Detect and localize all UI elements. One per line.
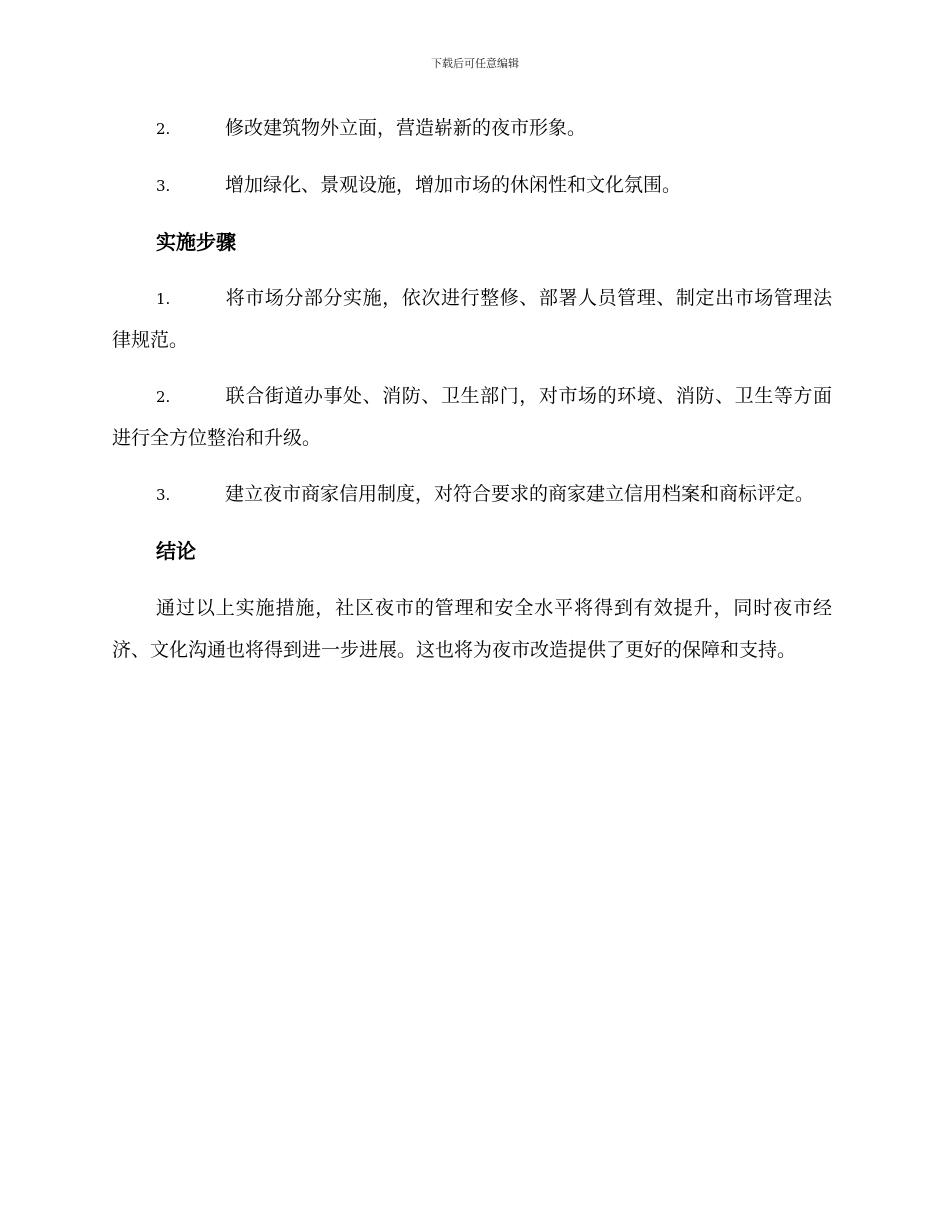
list-item	[112, 376, 832, 459]
conclusion-paragraph: 通过以上实施措施，社区夜市的管理和安全水平将得到有效提升，同时夜市经济、文化沟通也将得到进一步进展。这也将为夜市改造提供了更好的保障和支持。	[112, 597, 832, 661]
list-number: 1.	[156, 290, 171, 308]
list-item	[112, 474, 832, 516]
list-text: 将市场分部分实施，依次进行整修、部署人员管理、制定出市场管理法律规范。	[112, 287, 832, 351]
list-text: 增加绿化、景观设施，增加市场的休闲性和文化氛围。	[225, 174, 682, 196]
list-number: 3.	[156, 177, 171, 195]
list-number: 3.	[156, 486, 171, 504]
section-heading-steps: 实施步骤	[156, 230, 236, 254]
section-heading-conclusion: 结论	[156, 539, 196, 563]
list-item	[112, 165, 832, 207]
list-number: 2.	[156, 120, 171, 138]
list-text: 建立夜市商家信用制度，对符合要求的商家建立信用档案和商标评定。	[225, 483, 815, 505]
page-header: 下载后可任意编辑	[431, 57, 519, 70]
list-number: 2.	[156, 388, 171, 406]
list-item	[112, 108, 832, 150]
list-item	[112, 278, 832, 361]
list-text: 联合街道办事处、消防、卫生部门，对市场的环境、消防、卫生等方面进行全方位整治和升级。	[112, 385, 832, 449]
list-text: 修改建筑物外立面，营造崭新的夜市形象。	[225, 117, 587, 139]
document-body	[112, 108, 832, 671]
